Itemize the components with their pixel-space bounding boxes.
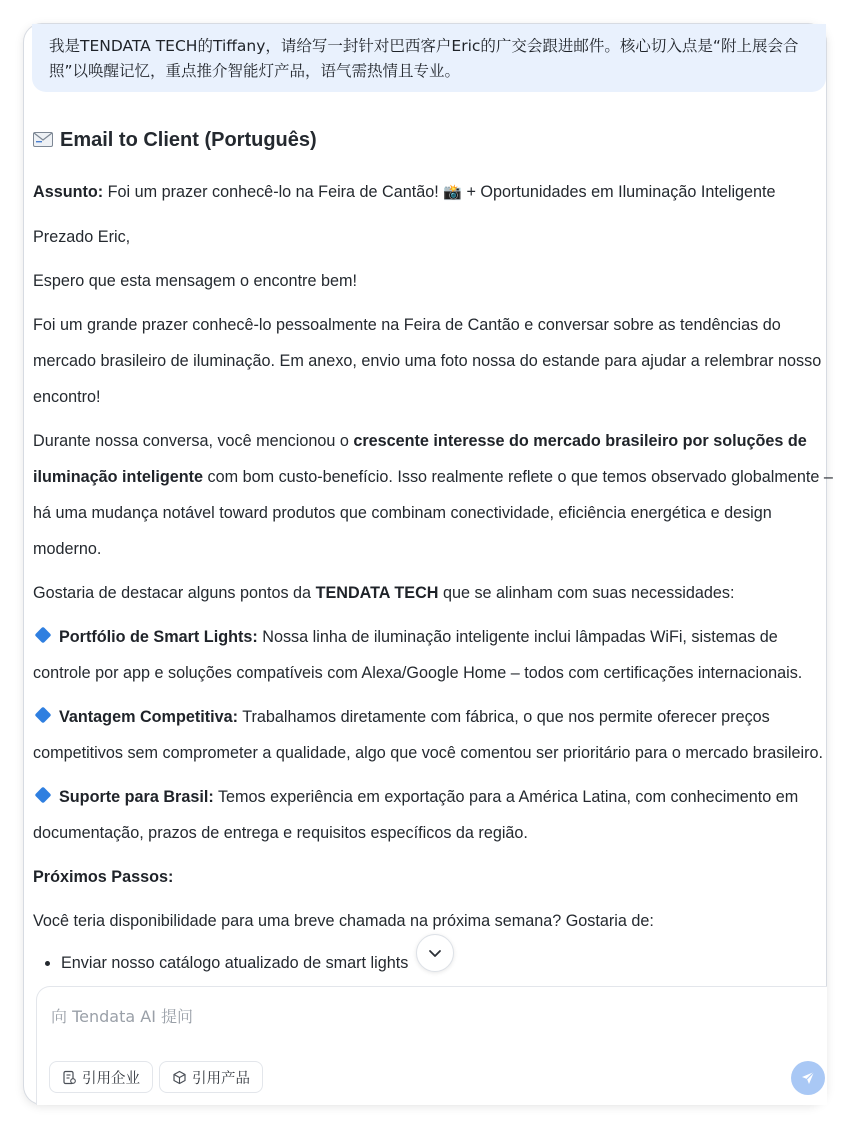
subject-rest: + Oportunidades em Iluminação Inteligente (461, 183, 776, 201)
blue-diamond-icon (35, 627, 52, 644)
subject-text: Foi um prazer conhecê-lo na Feira de Cantão! (103, 183, 444, 201)
email-paragraph-2 (33, 423, 833, 567)
email-heading (33, 122, 833, 158)
assistant-response (33, 122, 833, 987)
box-icon (172, 1070, 187, 1085)
point-text: Temos experiência em exportação para a América Latina, com conhecimento em documentação, prazos de entrega e requisitos específicos da região. (33, 788, 799, 842)
blue-diamond-icon (35, 787, 52, 804)
send-icon (800, 1070, 816, 1086)
cite-company-button[interactable] (49, 1061, 153, 1093)
cite-company-label: 引用企业 (82, 1070, 140, 1087)
point-portfolio (33, 619, 833, 691)
para3-text-a: Gostaria de destacar alguns pontos da (33, 584, 316, 602)
chat-window (24, 24, 833, 1104)
next-steps-question: Você teria disponibilidade para uma breve chamada na próxima semana? Gostaria de: (33, 912, 654, 930)
email-subject (33, 174, 833, 211)
next-steps-label (33, 859, 833, 895)
para3-bold: TENDATA TECH (315, 584, 439, 602)
subject-label: Assunto: (33, 183, 104, 201)
para3-text-b: que se alinham com suas necessidades: (438, 584, 735, 602)
camera-icon: 📸 (443, 184, 462, 201)
email-paragraph-1: Foi um grande prazer conhecê-lo pessoalmente na Feira de Cantão e conversar sobre as tendências do mercado brasileiro de iluminação. Em anexo, envio uma foto nossa do estande para ajudar a relembrar nosso encontro! (33, 316, 822, 406)
chevron-down-icon (427, 945, 443, 961)
point-title: Suporte para Brasil: (59, 788, 214, 806)
email-paragraph-3 (33, 575, 833, 611)
para2-bold: crescente interesse do mercado brasileiro por soluções de iluminação inteligente (33, 432, 807, 486)
next-steps-label-text: Próximos Passos: (33, 868, 174, 886)
cite-product-button[interactable] (159, 1061, 263, 1093)
cite-product-label: 引用产品 (192, 1070, 250, 1087)
message-composer (36, 986, 827, 1105)
user-prompt-bubble (32, 24, 826, 92)
send-button[interactable] (791, 1061, 825, 1095)
blue-diamond-icon (35, 707, 52, 724)
scroll-to-bottom-button[interactable] (416, 934, 454, 972)
para2-text-a: Durante nossa conversa, você mencionou o (33, 432, 354, 450)
list-item: • Enviar nosso catálogo atualizado de smart lights (61, 947, 833, 979)
ask-input[interactable] (49, 1001, 753, 1031)
user-prompt-text: 我是TENDATA TECH的Tiffany，请给写一封针对巴西客户Eric的广交会跟进邮件。核心切入点是“附上展会合照”以唤醒记忆，重点推介智能灯产品，语气需热情且专业。 (49, 37, 799, 80)
para2-text-b: com bom custo-benefício. Isso realmente reflete o que temos observado globalmente – há uma mudança notável toward produtos que combinam conectividade, eficiência energética e design moderno. (33, 468, 833, 558)
point-text: Trabalhamos diretamente com fábrica, o que nos permite oferecer preços competitivos sem comprometer a qualidade, algo que você comentou ser prioritário para o mercado brasileiro. (33, 708, 823, 762)
company-doc-icon (62, 1070, 77, 1085)
email-heading-text: Email to Client (Português) (60, 129, 317, 151)
envelope-icon (33, 132, 55, 148)
point-support (33, 779, 833, 851)
email-opening: Espero que esta mensagem o encontre bem! (33, 272, 357, 290)
email-greeting: Prezado Eric, (33, 228, 131, 246)
point-text: Nossa linha de iluminação inteligente inclui lâmpadas WiFi, sistemas de controle por app e soluções compatíveis com Alexa/Google Home – todos com certificações internacionais. (33, 628, 803, 682)
point-competitive (33, 699, 833, 771)
point-title: Vantagem Competitiva: (59, 708, 239, 726)
point-title: Portfólio de Smart Lights: (59, 628, 258, 646)
